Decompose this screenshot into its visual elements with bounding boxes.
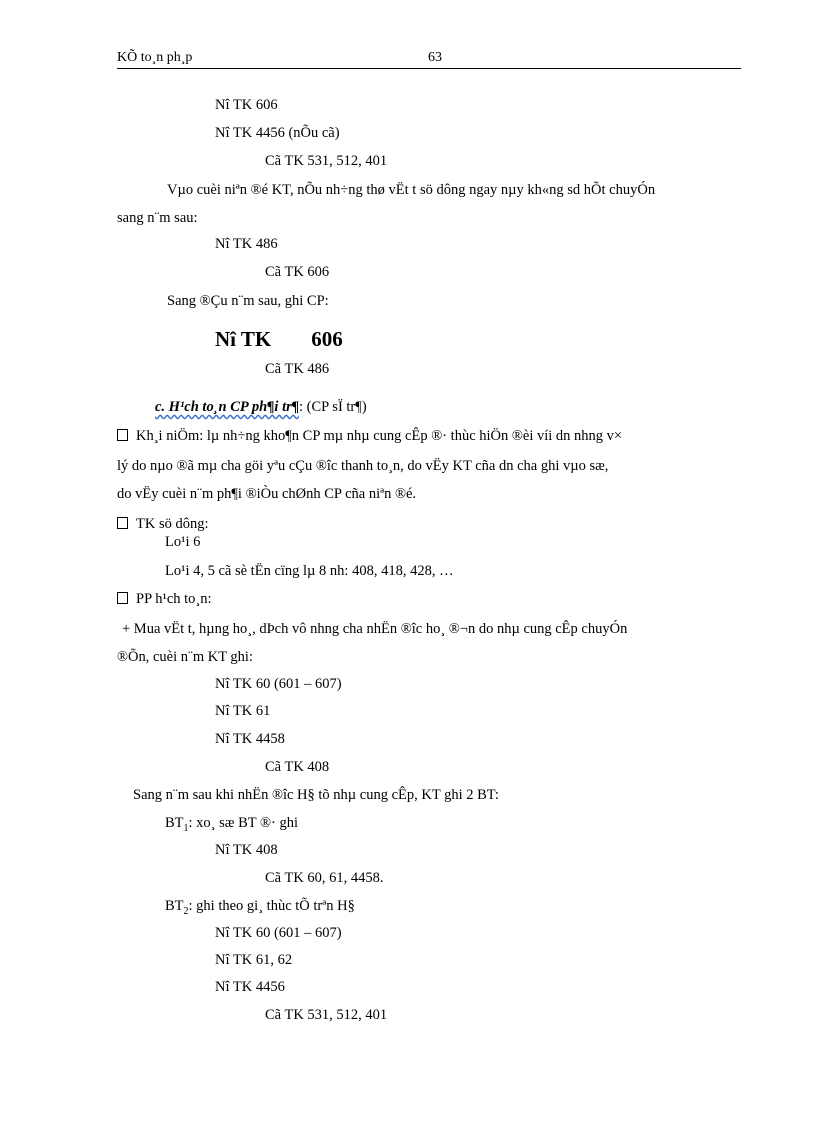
page-number: 63 xyxy=(428,50,442,65)
entry-debit-606: Nî TK 606 xyxy=(215,97,278,113)
entry-debit-4458: Nî TK 4458 xyxy=(215,731,285,747)
section-heading-c xyxy=(155,398,367,416)
entry-debit-4456-b: Nî TK 4456 xyxy=(215,979,285,995)
bullet-method xyxy=(117,590,212,608)
accounts-type-4-5: Lo¹i 4, 5 cã sè tËn cïng lµ 8 nh: 408, 418, 428, … xyxy=(165,563,454,579)
accounts-type-6: Lo¹i 6 xyxy=(165,534,201,550)
entry-debit-60: Nî TK 60 (601 – 607) xyxy=(215,676,342,692)
bt1-prefix: BT xyxy=(165,815,184,831)
entry-credit-60-61: Cã TK 60, 61, 4458. xyxy=(265,870,384,886)
accounts-used-text: TK sö dông: xyxy=(136,516,209,532)
definition-text: Kh¸i niÖm: lµ nh÷ng kho¶n CP mµ nhµ cung cÊp ®· thùc hiÖn ®èi víi dn nhng v× xyxy=(136,428,623,444)
method-purchase: + Mua vËt t, hµng ho¸, dÞch vô nhng cha nhËn ®îc ho¸ ®¬n do nhµ cung cÊp chuyÓn xyxy=(122,621,628,637)
entry-debit-606-large xyxy=(215,327,343,351)
entry-debit-61-62: Nî TK 61, 62 xyxy=(215,952,293,968)
entry-credit-531: Cã TK 531, 512, 401 xyxy=(265,153,388,169)
definition-line-2: lý do nµo ®ã mµ cha göi yªu cÇu ®îc thanh to¸n, do vËy KT cña dn cha ghi vµo sæ, xyxy=(117,458,609,474)
bt1-text: : xo¸ sæ BT ®· ghi xyxy=(188,815,298,831)
bt1-sub: 1 xyxy=(183,822,189,834)
debit-account: 606 xyxy=(311,327,343,351)
bt2-prefix: BT xyxy=(165,898,184,914)
entry-credit-486: Cã TK 486 xyxy=(265,361,330,377)
bullet-definition xyxy=(117,427,622,445)
entry-debit-60-b: Nî TK 60 (601 – 607) xyxy=(215,925,342,941)
definition-line-3: do vËy cuèi n¨m ph¶i ®iÒu chØnh CP cña niªn ®é. xyxy=(117,486,417,502)
paragraph-next-year: Sang ®Çu n¨m sau, ghi CP: xyxy=(167,293,329,309)
section-heading-note: : (CP sÏ tr¶) xyxy=(299,399,367,415)
bt2-sub: 2 xyxy=(183,905,189,917)
entry-credit-606: Cã TK 606 xyxy=(265,264,330,280)
bt1-label xyxy=(165,814,298,838)
entry-debit-4456: Nî TK 4456 (nÕu cã) xyxy=(215,125,340,141)
bullet-accounts-used xyxy=(117,515,209,533)
running-header-title: KÕ to¸n ph¸p xyxy=(117,50,193,65)
paragraph-year-end-cont: sang n¨m sau: xyxy=(117,210,198,226)
header-rule xyxy=(117,68,741,69)
checkbox-bullet-icon xyxy=(117,429,128,441)
method-text: PP h¹ch to¸n: xyxy=(136,591,212,607)
checkbox-bullet-icon xyxy=(117,517,128,529)
bt2-label xyxy=(165,897,355,921)
section-heading-text: c. H¹ch to¸n CP ph¶i tr¶ xyxy=(155,399,299,415)
debit-label: Nî TK xyxy=(215,327,272,351)
entry-debit-61: Nî TK 61 xyxy=(215,703,271,719)
entry-debit-408: Nî TK 408 xyxy=(215,842,278,858)
entry-debit-486: Nî TK 486 xyxy=(215,236,278,252)
paragraph-year-end: Vµo cuèi niªn ®é KT, nÕu nh÷ng thø vËt t sö dông ngay nµy kh«ng sd hÕt chuyÓn xyxy=(167,182,656,198)
method-purchase-cont: ®Õn, cuèi n¨m KT ghi: xyxy=(117,649,253,665)
entry-credit-531-b: Cã TK 531, 512, 401 xyxy=(265,1007,388,1023)
checkbox-bullet-icon xyxy=(117,592,128,604)
entry-credit-408: Cã TK 408 xyxy=(265,759,330,775)
paragraph-invoice-received: Sang n¨m sau khi nhËn ®îc H§ tõ nhµ cung cÊp, KT ghi 2 BT: xyxy=(133,787,499,803)
bt2-text: : ghi theo gi¸ thùc tÕ trªn H§ xyxy=(188,898,355,914)
